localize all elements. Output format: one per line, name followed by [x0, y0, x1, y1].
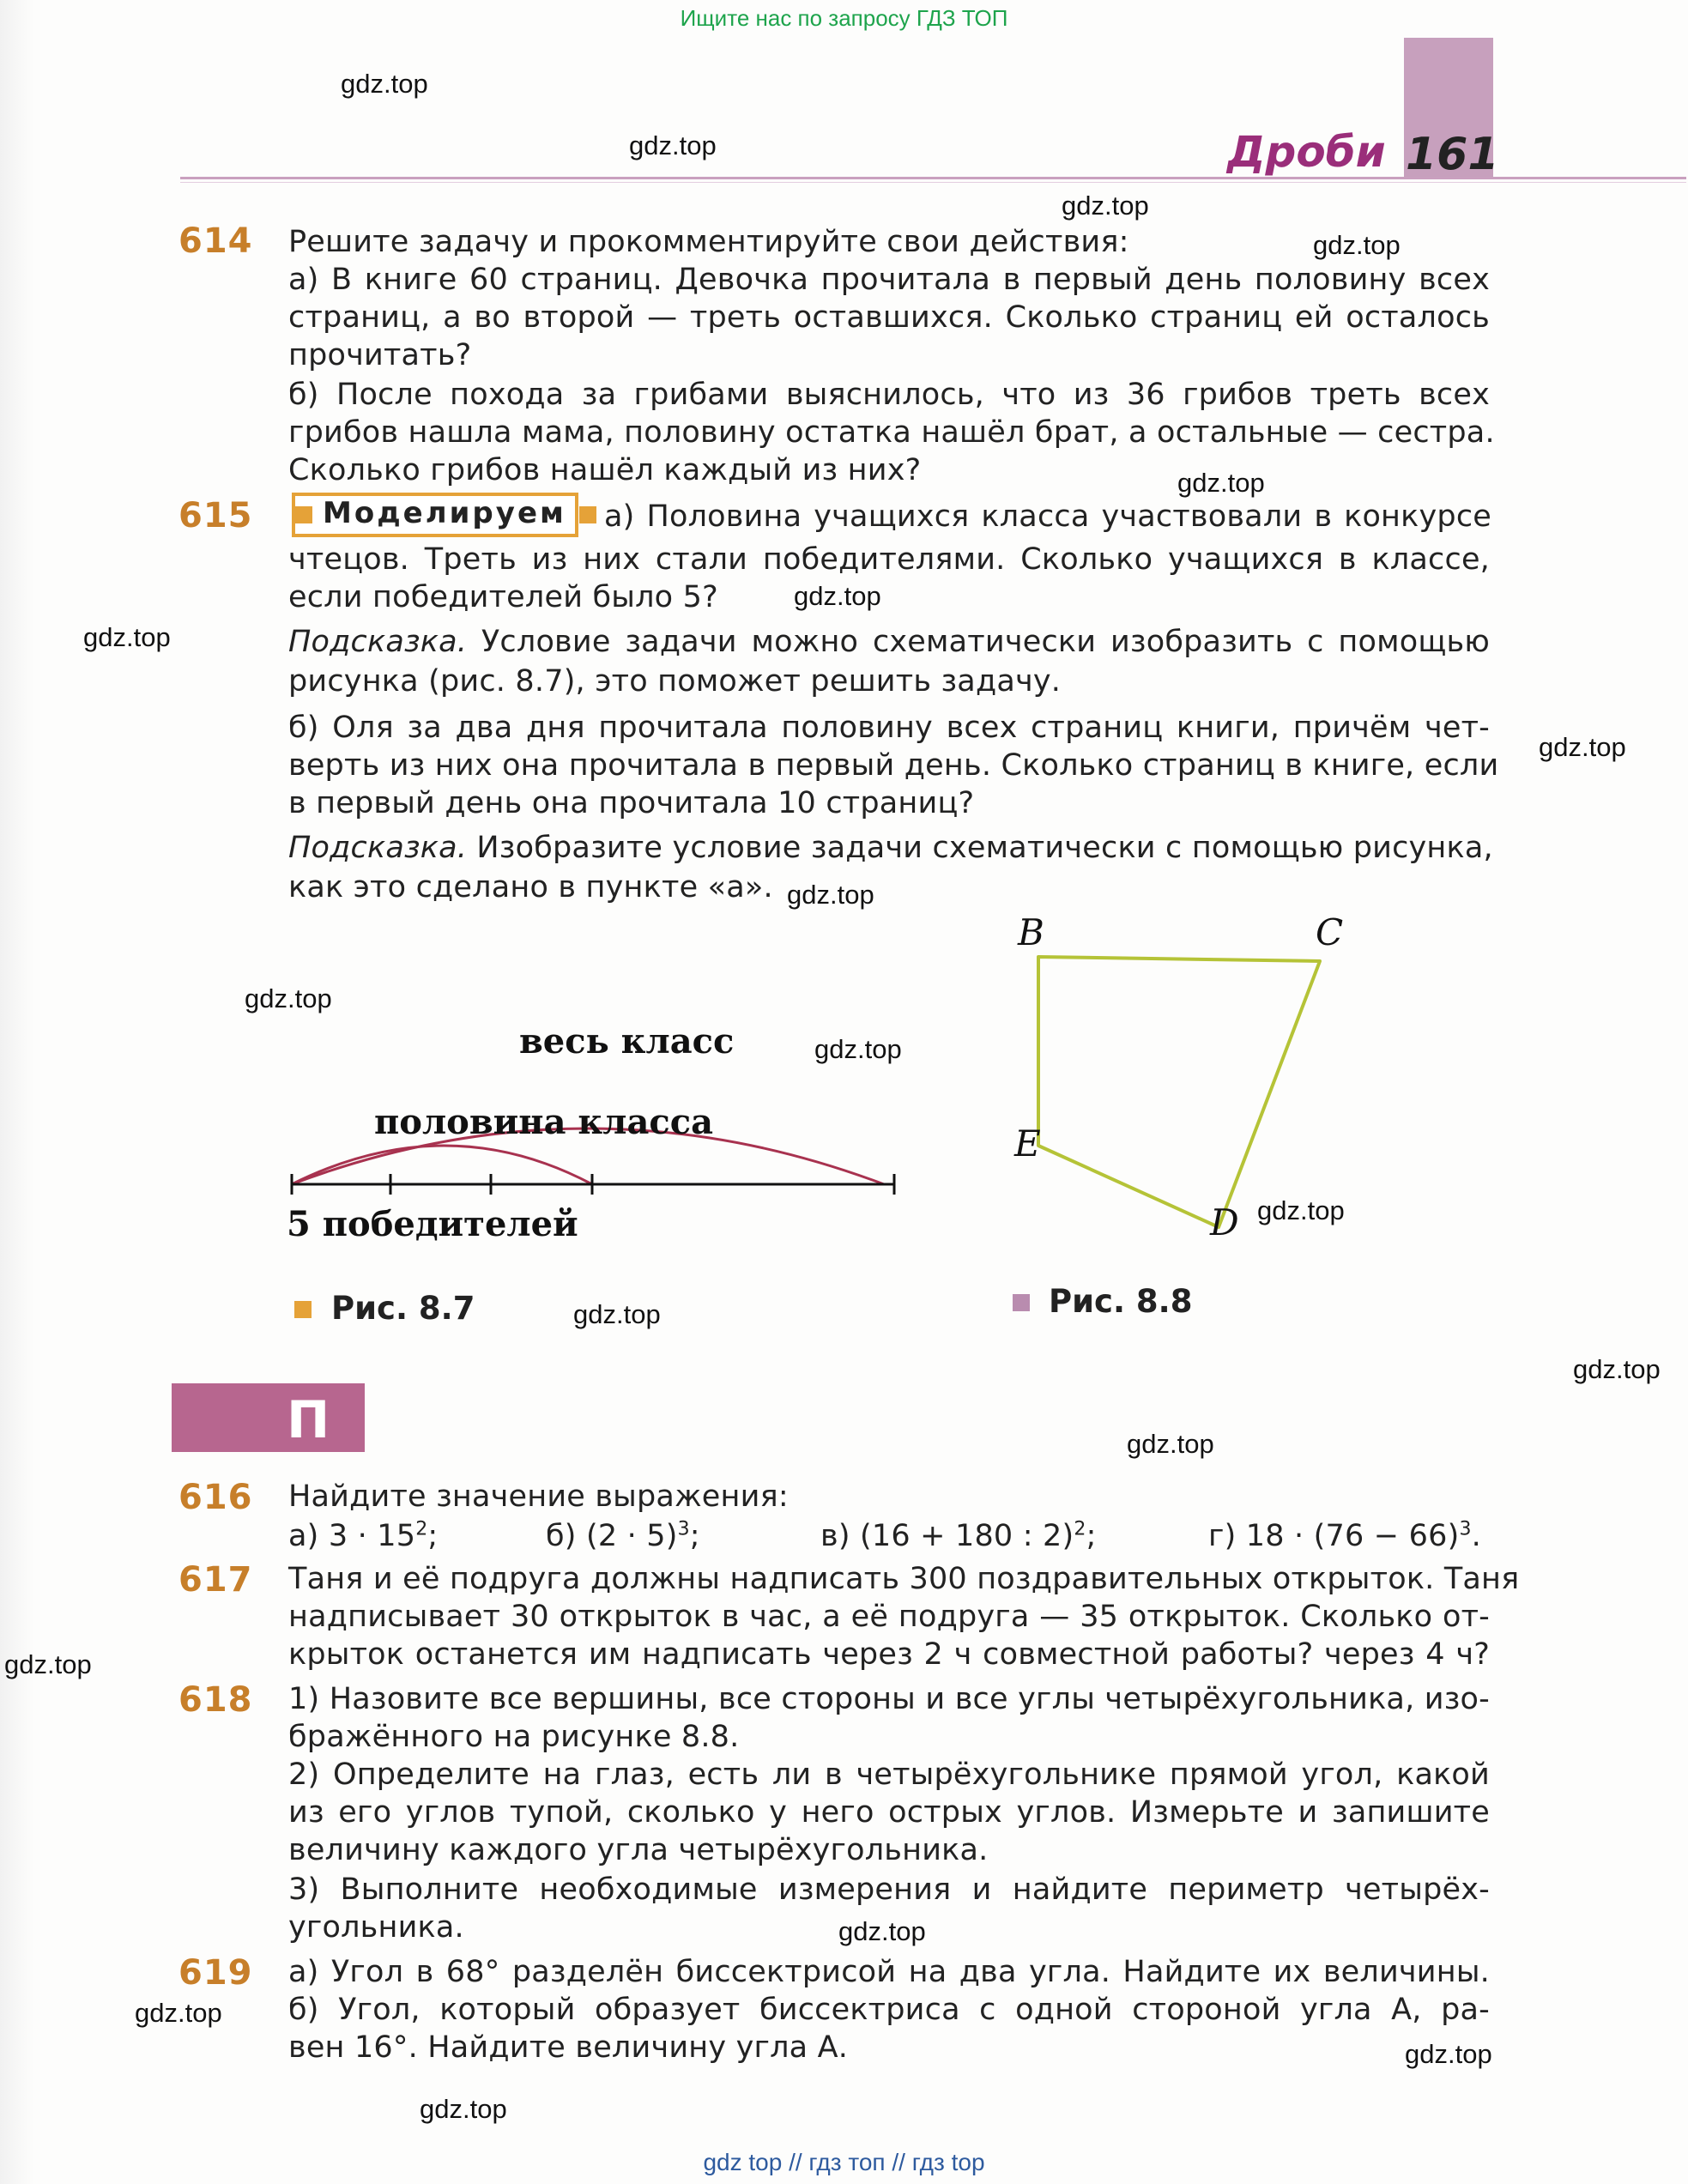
watermark: gdz.top: [787, 880, 874, 910]
watermark: gdz.top: [629, 130, 717, 160]
punctuation: ;: [689, 1519, 700, 1553]
problem-text: угольника.: [288, 1910, 464, 1945]
problem-number: 614: [178, 221, 253, 261]
problem-text: крыток останется им надписать через 2 ч совместной работы? через 4 ч?: [288, 1637, 1490, 1672]
problem-text: прочитать?: [288, 338, 472, 372]
expression-v: [820, 1519, 1097, 1553]
vertex-label: D: [1210, 1201, 1239, 1243]
expr-v-text: в) (16 + 180 : 2): [820, 1519, 1074, 1553]
problem-text: Таня и её подруга должны надписать 300 поздравительных открыток. Таня: [288, 1562, 1520, 1596]
problem-text: б) Угол, который образует биссектриса с одной стороной угла А, ра-: [288, 1993, 1490, 2027]
expression-a: [288, 1519, 438, 1553]
hint-text: как это сделано в пункте «а».: [288, 870, 773, 904]
hint-label: Подсказка.: [288, 831, 468, 865]
problem-text: 1) Назовите все вершины, все стороны и все углы четырёхугольника, изо-: [288, 1682, 1490, 1716]
label-half-class: половина класса: [374, 1102, 714, 1142]
figure-caption: Рис. 8.8: [1049, 1283, 1193, 1320]
vertex-label: B: [1018, 911, 1044, 953]
problem-text: если победителей было 5?: [288, 580, 718, 614]
exponent: 2: [415, 1518, 428, 1540]
top-banner[interactable]: Ищите нас по запросу ГДЗ ТОП: [680, 5, 1008, 31]
page-number: 161: [1406, 129, 1499, 180]
problem-number: 615: [178, 496, 253, 535]
watermark: gdz.top: [814, 1034, 902, 1064]
problem-text: бражённого на рисунке 8.8.: [288, 1720, 740, 1754]
tag-marker: [579, 506, 596, 523]
page-fold-shade: [0, 0, 34, 2184]
watermark: gdz.top: [1405, 2039, 1492, 2069]
problem-text: а) Половина учащихся класса участвовали в конкурсе: [604, 499, 1491, 534]
problem-text: б) После похода за грибами выяснилось, что из 36 грибов треть всех: [288, 378, 1490, 412]
hint-text: Условие задачи можно схематически изобразить с помощью: [467, 625, 1490, 659]
watermark: gdz.top: [341, 69, 428, 99]
vertex-label: C: [1316, 911, 1344, 953]
problem-text: вен 16°. Найдите величину угла А.: [288, 2030, 849, 2065]
problem-text: а) В книге 60 страниц. Девочка прочитала в первый день половину всех: [288, 263, 1490, 297]
hint-line: [288, 831, 1493, 865]
arc-half-class: [292, 1146, 592, 1184]
problem-text: 2) Определите на глаз, есть ли в четырёхугольнике прямой угол, какой: [288, 1757, 1490, 1792]
problem-text: грибов нашла мама, половину остатка нашёл брат, а остальные — сестра.: [288, 415, 1495, 450]
problem-number: 616: [178, 1478, 253, 1517]
expr-g-text: г) 18 · (76 − 66): [1208, 1519, 1460, 1553]
problem-text: чтецов. Треть из них стали победителями. Сколько учащихся в классе,: [288, 542, 1490, 577]
problem-text: в первый день она прочитала 10 страниц?: [288, 786, 975, 820]
header-rule: [180, 177, 1686, 179]
problem-text: б) Оля за два дня прочитала половину всех страниц книги, причём чет-: [288, 711, 1490, 745]
watermark: gdz.top: [83, 622, 171, 652]
problem-number: 617: [178, 1560, 253, 1600]
expression-g: [1208, 1519, 1481, 1553]
bottom-banner[interactable]: gdz top // гдз топ // гдз top: [703, 2149, 985, 2175]
modeling-tag-label: Моделируем: [323, 496, 566, 530]
watermark: gdz.top: [838, 1916, 926, 1946]
section-title: Дроби: [1227, 127, 1386, 177]
watermark: gdz.top: [1177, 468, 1265, 498]
problem-text: Решите задачу и прокомментируйте свои действия:: [288, 225, 1129, 259]
repeat-section-letter: П: [287, 1390, 330, 1450]
problem-text: Сколько грибов нашёл каждый из них?: [288, 453, 922, 487]
watermark: gdz.top: [573, 1299, 661, 1329]
problem-number: 618: [178, 1680, 253, 1720]
repeat-section-tab: [172, 1383, 365, 1452]
hint-text: Изобразите условие задачи схематически с помощью рисунка,: [467, 831, 1493, 865]
watermark: gdz.top: [245, 983, 332, 1013]
tag-marker: [295, 506, 312, 523]
caption-marker: [294, 1301, 312, 1318]
punctuation: ;: [1086, 1519, 1097, 1553]
watermark: gdz.top: [4, 1649, 92, 1679]
quadrilateral: [1038, 957, 1320, 1227]
hint-text: рисунка (рис. 8.7), это поможет решить задачу.: [288, 664, 1062, 699]
watermark: gdz.top: [1257, 1195, 1345, 1225]
punctuation: ;: [427, 1519, 439, 1553]
hint-line: [288, 625, 1490, 659]
watermark: gdz.top: [1573, 1354, 1661, 1384]
watermark: gdz.top: [1313, 230, 1401, 260]
exponent: 2: [1074, 1518, 1086, 1540]
problem-text: надписывает 30 открыток в час, а её подруга — 35 открыток. Сколько от-: [288, 1600, 1490, 1634]
expr-a-text: а) 3 · 15: [288, 1519, 416, 1553]
problem-text: величину каждого угла четырёхугольника.: [288, 1833, 989, 1867]
exponent: 3: [1459, 1518, 1472, 1540]
watermark: gdz.top: [135, 1998, 222, 2028]
vertex-label: E: [1014, 1122, 1041, 1165]
problem-number: 619: [178, 1953, 253, 1993]
figure-caption: Рис. 8.7: [331, 1290, 475, 1327]
header-rule-thin: [180, 182, 1686, 183]
punctuation: .: [1471, 1519, 1481, 1553]
watermark: gdz.top: [420, 2094, 507, 2124]
problem-text: верть из них она прочитала в первый день. Сколько страниц в книге, если: [288, 748, 1499, 783]
watermark: gdz.top: [1062, 191, 1149, 221]
problem-text: Найдите значение выражения:: [288, 1479, 789, 1514]
expression-b: [546, 1519, 700, 1553]
expr-b-text: б) (2 · 5): [546, 1519, 678, 1553]
caption-marker: [1013, 1294, 1030, 1311]
watermark: gdz.top: [794, 581, 881, 611]
watermark: gdz.top: [1539, 732, 1626, 762]
figure-8-8: [995, 910, 1390, 1253]
label-whole-class: весь класс: [519, 1021, 735, 1062]
exponent: 3: [677, 1518, 690, 1540]
problem-text: страниц, а во второй — треть оставшихся. Сколько страниц ей осталось: [288, 300, 1490, 335]
problem-text: из его углов тупой, сколько у него острых углов. Измерьте и запишите: [288, 1795, 1490, 1830]
label-winners: 5 победителей: [287, 1204, 578, 1244]
watermark: gdz.top: [1127, 1429, 1214, 1459]
hint-label: Подсказка.: [288, 625, 468, 659]
problem-text: 3) Выполните необходимые измерения и найдите периметр четырёх-: [288, 1872, 1490, 1907]
problem-text: а) Угол в 68° разделён биссектрисой на два угла. Найдите их величины.: [288, 1955, 1490, 1989]
